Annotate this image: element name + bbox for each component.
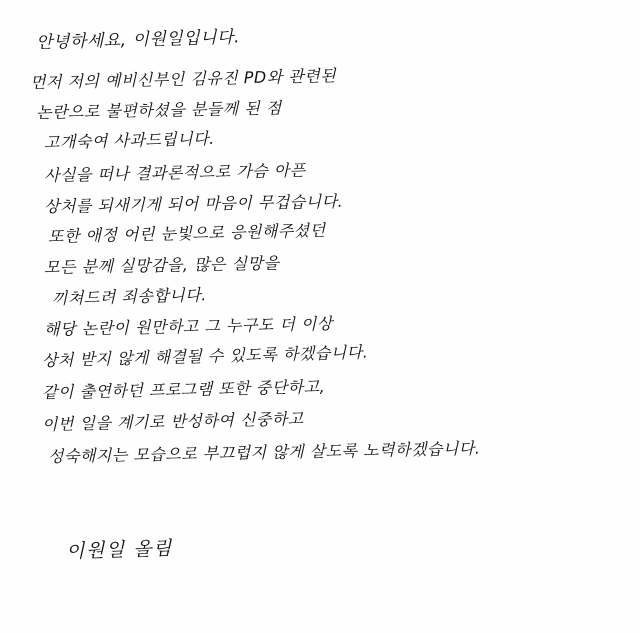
letter-line-2: 먼저 저의 예비신부인 김유진 PD와 관련된: [29, 66, 337, 92]
letter-line-9: 끼쳐드려 죄송합니다.: [51, 285, 207, 308]
letter-line-11: 상처 받지 않게 해결될 수 있도록 하겠습니다.: [41, 342, 369, 370]
letter-line-8: 모든 분께 실망감을, 많은 실망을: [43, 253, 280, 277]
letter-line-13: 이번 일을 계기로 반성하여 신중하고: [41, 409, 304, 434]
letter-line-12: 같이 출연하던 프로그램 또한 중단하고,: [41, 377, 326, 402]
letter-line-14: 성숙해지는 모습으로 부끄럽지 않게 살도록 노력하겠습니다.: [47, 438, 481, 466]
letter-line-4: 고개숙여 사과드립니다.: [43, 128, 215, 152]
letter-line-3: 논란으로 불편하셨을 분들께 된 점: [35, 98, 282, 122]
letter-line-6: 상처를 되새기게 되어 마음이 무겁습니다.: [43, 191, 344, 216]
letter-line-1: 안녕하세요, 이원일입니다.: [35, 27, 241, 53]
letter-line-10: 해당 논란이 원만하고 그 누구도 더 이상: [43, 313, 333, 339]
letter-line-7: 또한 애정 어린 눈빛으로 응원해주셨던: [47, 220, 326, 246]
signature: 이원일 올림: [65, 537, 174, 563]
letter-line-5: 사실을 떠나 결과론적으로 가슴 아픈: [43, 160, 306, 185]
